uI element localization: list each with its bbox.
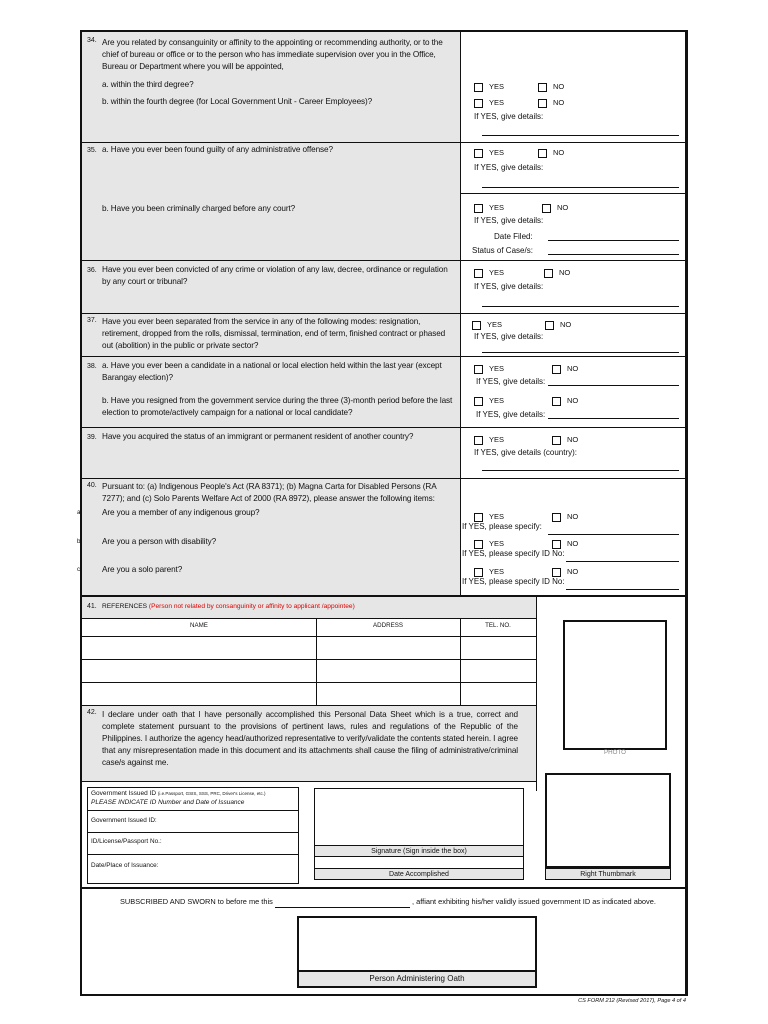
gov-id-title-note: (i.e.Passport, GSIS, SSS, PRC, Driver's License, etc.): [157, 791, 266, 796]
oath-signature-box[interactable]: [297, 916, 537, 971]
q41-number: 41.: [87, 603, 97, 610]
yes-label: YES: [489, 539, 505, 548]
ref3-name-cell[interactable]: [83, 683, 315, 704]
q41-title: REFERENCES: [102, 603, 148, 610]
row-separator: [82, 427, 688, 428]
yes-label: YES: [489, 268, 505, 277]
ref-header-address: ADDRESS: [373, 622, 403, 629]
q40c-details-line[interactable]: [566, 589, 679, 590]
q38a-yes-checkbox[interactable]: [474, 365, 483, 374]
q40a-text: Are you a member of any indigenous group?: [102, 508, 260, 517]
signature-label: Signature (Sign inside the box): [314, 845, 524, 857]
q35a-no-checkbox[interactable]: [538, 149, 547, 158]
no-label: NO: [553, 98, 565, 107]
q38a-no-checkbox[interactable]: [552, 365, 561, 374]
ref1-name-cell[interactable]: [83, 637, 315, 658]
thumbmark-box[interactable]: [545, 773, 671, 868]
yes-label: YES: [489, 82, 505, 91]
q40b-mark: b.: [77, 538, 83, 545]
form-footer: CS FORM 212 (Revised 2017), Page 4 of 4: [578, 998, 686, 1004]
q38a-text: a. Have you ever been a candidate in a national or local election held within the last year (except Barangay election)?: [102, 361, 442, 382]
q34-details-line[interactable]: [482, 135, 679, 136]
row-separator: [88, 810, 298, 811]
yes-label: YES: [489, 435, 505, 444]
q38b-details-label: If YES, give details:: [476, 410, 546, 419]
oath-prefix: SUBSCRIBED AND SWORN to before me this: [120, 897, 273, 906]
q37-yes-checkbox[interactable]: [472, 321, 481, 330]
status-case-line[interactable]: [548, 254, 679, 255]
references-right-border: [536, 595, 537, 791]
q37-details-line[interactable]: [482, 352, 679, 353]
row-separator: [460, 193, 688, 194]
q40-number: 40.: [87, 482, 97, 489]
q39-details-label: If YES, give details (country):: [474, 448, 578, 457]
no-label: NO: [567, 512, 579, 521]
q41-title-row: [102, 602, 355, 612]
yes-label: YES: [487, 320, 503, 329]
gov-id-box: [87, 787, 299, 884]
q34-text: Are you related by consanguinity or affinity to the appointing or recommending authority, or to the chief of bureau or office or to the person who has immediate supervision over you in the Office, Bureau or Department where you will be appointed,: [102, 38, 443, 71]
no-label: NO: [557, 203, 569, 212]
date-filed-line[interactable]: [548, 240, 679, 241]
photo-box[interactable]: [563, 620, 667, 750]
q40b-text: Are you a person with disability?: [102, 537, 217, 546]
col-separator: [316, 618, 317, 705]
gov-id-date-label: Date/Place of Issuance:: [91, 862, 159, 869]
pds-page-4: [77, 30, 688, 996]
col-separator: [460, 618, 461, 705]
yes-label: YES: [489, 512, 505, 521]
q38b-no-checkbox[interactable]: [552, 397, 561, 406]
row-separator: [82, 356, 688, 357]
q35-number: 35.: [87, 147, 97, 154]
q36-details-label: If YES, give details:: [474, 282, 544, 291]
q35a-yes-checkbox[interactable]: [474, 149, 483, 158]
row-separator: [82, 618, 536, 619]
q37-text: Have you ever been separated from the service in any of the following modes: resignation, retirement, dropped from the rolls, dismissal, termination, end of term, finished contract or phased out (abolition) in the public or private sector?: [102, 317, 446, 350]
row-separator: [82, 142, 688, 143]
q34b-text: b. within the fourth degree (for Local Government Unit - Career Employees)?: [102, 97, 373, 106]
row-separator: [88, 832, 298, 833]
gov-id-header: [91, 790, 297, 798]
ref-header-name: NAME: [190, 622, 208, 629]
q38a-details-label: If YES, give details:: [476, 377, 546, 386]
ref-header-tel: TEL. NO.: [485, 622, 511, 629]
q40a-details-label: If YES, please specify:: [462, 522, 542, 531]
yes-label: YES: [489, 148, 505, 157]
row-separator: [82, 705, 536, 706]
row-separator: [82, 260, 688, 261]
q38a-details-line[interactable]: [548, 385, 679, 386]
q35b-yes-checkbox[interactable]: [474, 204, 483, 213]
q34a-yes-checkbox[interactable]: [474, 83, 483, 92]
q38b-yes-checkbox[interactable]: [474, 397, 483, 406]
oath-suffix: , affiant exhibiting his/her validly issued government ID as indicated above.: [412, 897, 656, 906]
yes-label: YES: [489, 98, 505, 107]
q39-no-checkbox[interactable]: [552, 436, 561, 445]
no-label: NO: [567, 435, 579, 444]
q40c-details-label: If YES, please specify ID No:: [462, 577, 565, 586]
ref2-name-cell[interactable]: [83, 660, 315, 681]
right-thumbmark-label: Right Thumbmark: [545, 868, 671, 880]
q39-text: Have you acquired the status of an immigrant or permanent resident of another country?: [102, 432, 414, 441]
q39-number: 39.: [87, 434, 97, 441]
q40c-mark: c.: [77, 566, 82, 573]
q40c-text: Are you a solo parent?: [102, 565, 183, 574]
gov-id-instruction: PLEASE INDICATE ID Number and Date of Issuance: [91, 799, 245, 806]
yes-label: YES: [489, 396, 505, 405]
q35a-details-label: If YES, give details:: [474, 163, 544, 172]
q40a-mark: a.: [77, 509, 83, 516]
q40-text: Pursuant to: (a) Indigenous People's Act (RA 8371); (b) Magna Carta for Disabled Persons (RA 7277); and (c) Solo Parents Welfare Act of 2000 (RA 8972), please answer the following items:: [102, 482, 437, 503]
q34-number: 34.: [87, 37, 97, 44]
date-filed-label: Date Filed:: [494, 232, 533, 241]
yes-label: YES: [489, 364, 505, 373]
yes-label: YES: [489, 567, 505, 576]
q36-yes-checkbox[interactable]: [474, 269, 483, 278]
gov-id-number-label: ID/License/Passport No.:: [91, 838, 162, 845]
row-separator: [82, 595, 688, 597]
q40b-details-line[interactable]: [566, 561, 679, 562]
q41-note: (Person not related by consanguinity or affinity to applicant /appointee): [148, 603, 355, 610]
person-administering-oath-label: Person Administering Oath: [297, 971, 537, 988]
row-separator: [82, 887, 688, 889]
q40a-no-checkbox[interactable]: [552, 513, 561, 522]
q35a-text: a. Have you ever been found guilty of any administrative offense?: [102, 145, 333, 154]
q35b-no-checkbox[interactable]: [542, 204, 551, 213]
q35a-details-line[interactable]: [482, 187, 679, 188]
q36-no-checkbox[interactable]: [544, 269, 553, 278]
photo-label: PHOTO: [604, 749, 626, 756]
signature-box[interactable]: [314, 788, 524, 846]
no-label: NO: [560, 320, 572, 329]
q42-number: 42.: [87, 709, 97, 716]
row-separator: [82, 313, 688, 314]
date-accomplished-label: Date Accomplished: [314, 868, 524, 880]
q34b-no-checkbox[interactable]: [538, 99, 547, 108]
q35b-details-label: If YES, give details:: [474, 216, 544, 225]
oath-date-line[interactable]: [275, 907, 410, 908]
no-label: NO: [553, 148, 565, 157]
q38b-details-line[interactable]: [548, 418, 679, 419]
q37-details-label: If YES, give details:: [474, 332, 544, 341]
no-label: NO: [553, 82, 565, 91]
no-label: NO: [559, 268, 571, 277]
q34a-text: a. within the third degree?: [102, 80, 194, 89]
q34b-yes-checkbox[interactable]: [474, 99, 483, 108]
q42-text: I declare under oath that I have personally accomplished this Personal Data Sheet which is a true, correct and complete statement pursuant to the provisions of pertinent laws, rules and regulations of the Republic of the Philippines. I authorize the agency head/authorized representative to verify/validate the contents stated herein. I agree that any misrepresentation made in this document and its attachments shall cause the filing of administrative/criminal case/s against me.: [102, 710, 518, 767]
q36-details-line[interactable]: [482, 306, 679, 307]
q34-details-label: If YES, give details:: [474, 112, 544, 121]
q39-yes-checkbox[interactable]: [474, 436, 483, 445]
gov-id-title: Government Issued ID: [91, 790, 157, 797]
q37-no-checkbox[interactable]: [545, 321, 554, 330]
yes-label: YES: [489, 203, 505, 212]
row-separator: [82, 478, 688, 479]
row-separator: [88, 854, 298, 855]
q39-details-line[interactable]: [482, 470, 679, 471]
q36-text: Have you ever been convicted of any crime or violation of any law, decree, ordinance or regulation by any court or tribunal?: [102, 265, 448, 286]
q38b-text: b. Have you resigned from the government service during the three (3)-month period before the last election to promote/actively campaign for a national or local candidate?: [102, 396, 453, 417]
row-separator: [82, 781, 536, 782]
status-case-label: Status of Case/s:: [472, 246, 533, 255]
no-label: NO: [567, 396, 579, 405]
no-label: NO: [567, 364, 579, 373]
q35b-text: b. Have you been criminally charged before any court?: [102, 204, 296, 213]
gov-id-type-label: Government Issued ID:: [91, 817, 157, 824]
no-label: NO: [567, 567, 579, 576]
q40b-details-label: If YES, please specify ID No:: [462, 549, 565, 558]
q34a-no-checkbox[interactable]: [538, 83, 547, 92]
q38-number: 38.: [87, 363, 97, 370]
q36-number: 36.: [87, 267, 97, 274]
no-label: NO: [567, 539, 579, 548]
q37-number: 37.: [87, 317, 97, 324]
q40a-details-line[interactable]: [548, 534, 679, 535]
